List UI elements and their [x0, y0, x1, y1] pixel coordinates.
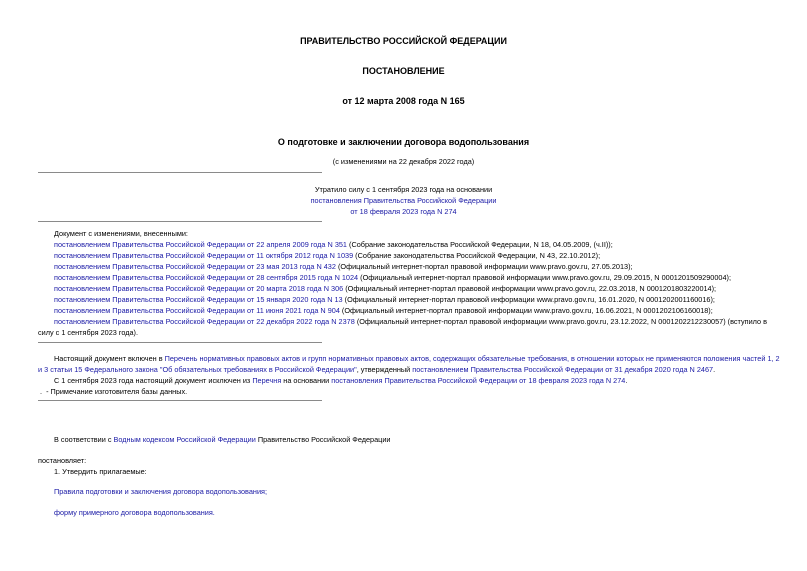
change-item	[54, 283, 716, 294]
change-link[interactable]: постановлением Правительства Российской Федерации от 11 октября 2012 года N 1039	[54, 251, 354, 260]
change-source: (Собрание законодательства Российской Федерации, N 43, 22.10.2012);	[353, 251, 601, 260]
editor-note	[40, 386, 187, 397]
item-1-text: 1. Утвердить прилагаемые:	[54, 467, 147, 476]
change-item	[54, 294, 715, 305]
change-source: (Официальный интернет-портал правовой информации www.pravo.gov.ru, 22.03.2018, N 0001201803220014);	[343, 284, 717, 293]
rules-link[interactable]: Правила подготовки и заключения договора водопользования;	[54, 487, 267, 496]
change-item	[54, 239, 613, 250]
inclusion-text: , утвержденный	[356, 365, 413, 374]
divider	[38, 342, 322, 343]
note-bullet: .	[40, 387, 47, 396]
expiry-link-line-1[interactable]: постановления Правительства Российской Федерации	[310, 196, 497, 205]
change-item	[54, 272, 731, 283]
exclusion-text: .	[625, 376, 628, 385]
change-source: (Официальный интернет-портал правовой информации www.pravo.gov.ru, 16.01.2020, N 0001202001160016);	[342, 295, 715, 304]
inclusion-list-link[interactable]: Перечень нормативных правовых актов и групп нормативных правовых актов, содержащих обязательные требования, в отношении которых не применяются положения частей 1, 2	[164, 354, 780, 363]
contract-form-link[interactable]: форму примерного договора водопользования.	[54, 508, 215, 517]
change-source: (Официальный интернет-портал правовой информации www.pravo.gov.ru, 23.12.2022, N 0001202212230057) (вступило в	[354, 317, 767, 326]
preamble-text: Правительство Российской Федерации	[255, 435, 391, 444]
inclusion-text: Настоящий документ включен в	[54, 354, 165, 363]
divider	[38, 172, 322, 173]
document-title: О подготовке и заключении договора водопользования	[277, 137, 530, 147]
change-link[interactable]: постановлением Правительства Российской Федерации от 23 мая 2013 года N 432	[54, 262, 336, 271]
divider	[38, 221, 322, 222]
change-source: (Собрание законодательства Российской Федерации, N 18, 04.05.2009, (ч.II));	[347, 240, 613, 249]
document-type: ПОСТАНОВЛЕНИЕ	[362, 66, 445, 76]
expiry-text: Утратило силу с 1 сентября 2023 года на основании	[314, 185, 493, 194]
change-link[interactable]: постановлением Правительства Российской Федерации от 11 июня 2021 года N 904	[54, 306, 340, 315]
inclusion-text: .	[713, 365, 716, 374]
change-link[interactable]: постановлением Правительства Российской Федерации от 22 декабря 2022 года N 2378	[54, 317, 355, 326]
exclusion-list-link[interactable]: Перечня	[252, 376, 282, 385]
note-text: - Примечание изготовителя базы данных.	[46, 387, 188, 396]
inclusion-line-2	[38, 364, 715, 375]
preamble	[54, 434, 391, 445]
change-link[interactable]: постановлением Правительства Российской Федерации от 20 марта 2018 года N 306	[54, 284, 344, 293]
change-source: (Официальный интернет-портал правовой информации www.pravo.gov.ru, 27.05.2013);	[335, 262, 633, 271]
expiry-link-line-2[interactable]: от 18 февраля 2023 года N 274	[350, 207, 457, 216]
resolves-text: постановляет:	[38, 456, 87, 465]
change-item	[54, 316, 767, 327]
change-link[interactable]: постановлением Правительства Российской Федерации от 22 апреля 2009 года N 351	[54, 240, 347, 249]
federal-law-link[interactable]: и 3 статьи 15 Федерального закона "Об обязательных требованиях в Российской Федерации"	[38, 365, 357, 374]
exclusion-text: на основании	[281, 376, 332, 385]
change-item	[54, 250, 600, 261]
document-date-number: от 12 марта 2008 года N 165	[342, 96, 465, 106]
change-source: (Официальный интернет-портал правовой информации www.pravo.gov.ru, 16.06.2021, N 0001202106160018);	[339, 306, 713, 315]
water-code-link[interactable]: Водным кодексом Российской Федерации	[113, 435, 256, 444]
exclusion-line	[54, 375, 627, 386]
changes-tail: силу с 1 сентября 2023 года).	[38, 328, 139, 337]
divider	[38, 400, 322, 401]
change-item	[54, 261, 633, 272]
approval-decree-link[interactable]: постановлением Правительства Российской Федерации от 31 декабря 2020 года N 2467	[412, 365, 714, 374]
change-link[interactable]: постановлением Правительства Российской Федерации от 28 сентября 2015 года N 1024	[54, 273, 359, 282]
preamble-text: В соответствии с	[54, 435, 114, 444]
change-item	[54, 305, 713, 316]
exclusion-decree-link[interactable]: постановления Правительства Российской Федерации от 18 февраля 2023 года N 274	[331, 376, 626, 385]
government-heading: ПРАВИТЕЛЬСТВО РОССИЙСКОЙ ФЕДЕРАЦИИ	[300, 36, 507, 46]
amendments-note: (с изменениями на 22 декабря 2022 года)	[332, 157, 475, 166]
changes-intro: Документ с изменениями, внесенными:	[54, 229, 188, 238]
inclusion-line-1	[54, 353, 780, 364]
change-source: (Официальный интернет-портал правовой информации www.pravo.gov.ru, 29.09.2015, N 0001201509290004);	[358, 273, 731, 282]
change-link[interactable]: постановлением Правительства Российской Федерации от 15 января 2020 года N 13	[54, 295, 343, 304]
exclusion-text: С 1 сентября 2023 года настоящий документ исключен из	[54, 376, 253, 385]
